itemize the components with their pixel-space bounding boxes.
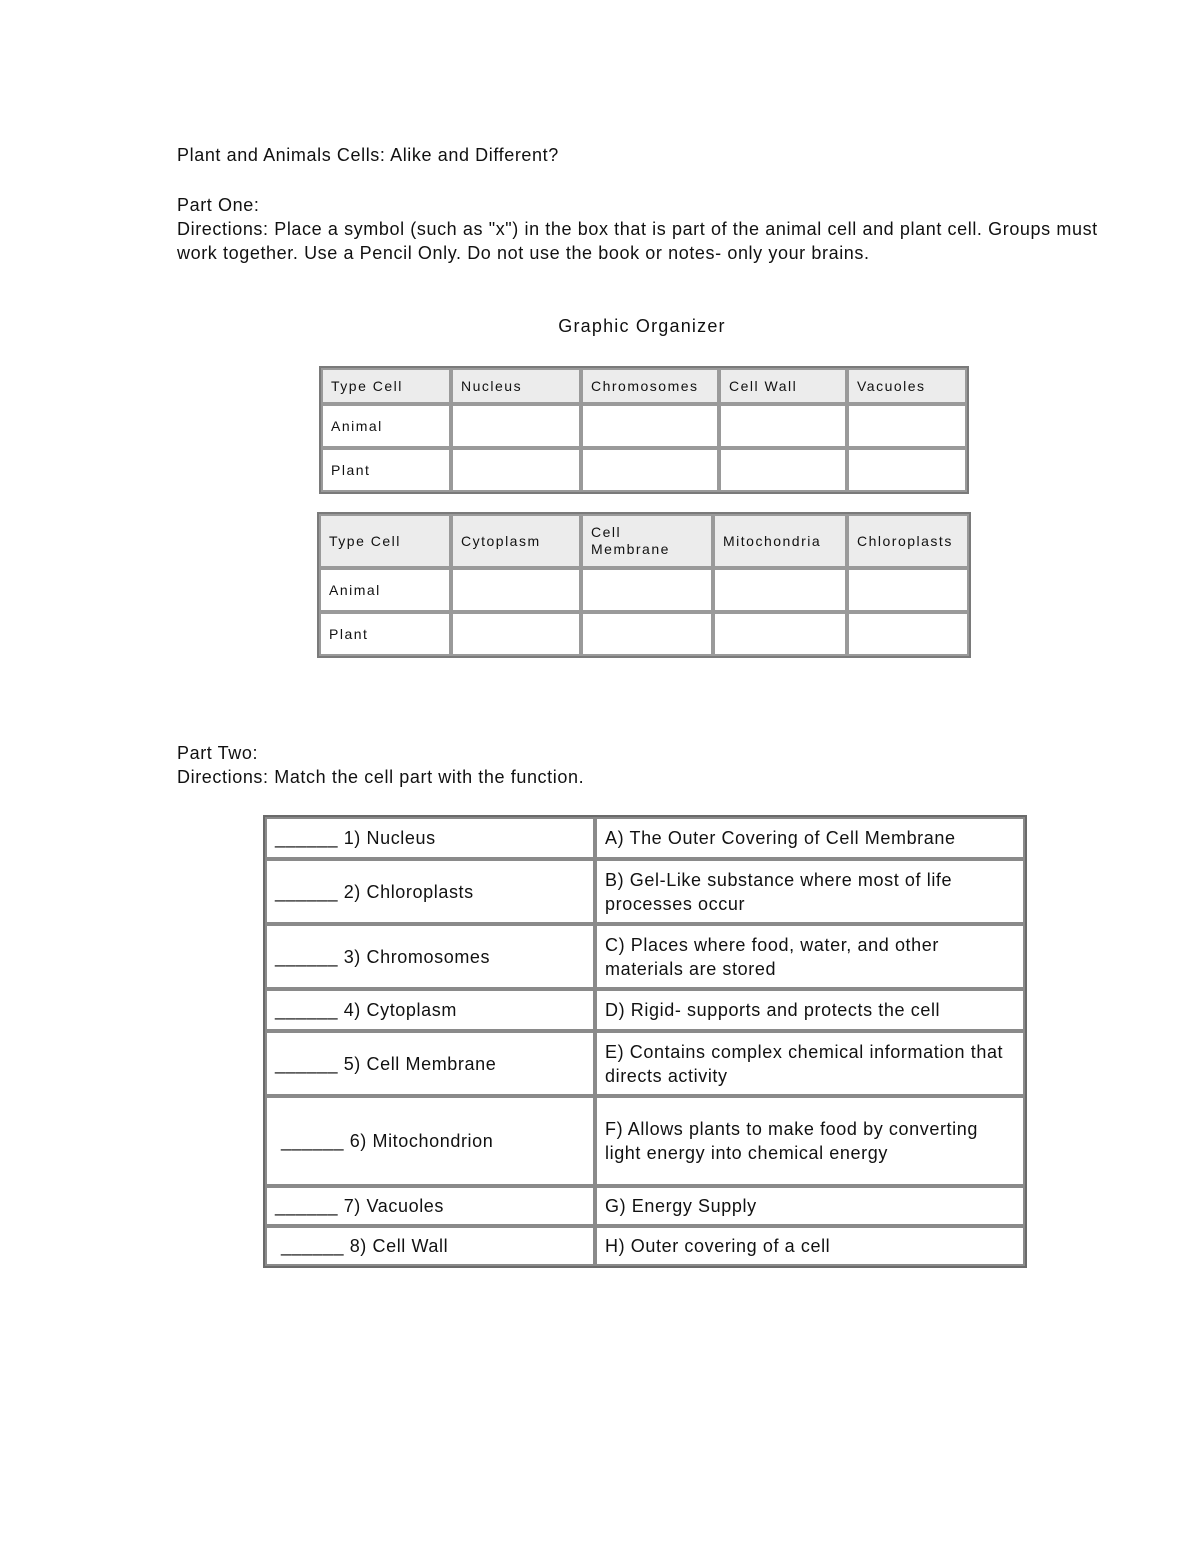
graphic-organizer-title: Graphic Organizer [558, 316, 726, 336]
header-cell: Cytoplasm [451, 514, 581, 568]
function-text: C) Places where food, water, and other materials are stored [595, 924, 1025, 989]
cell-part-label: 6) Mitochondrion [349, 1131, 494, 1151]
function-text: G) Energy Supply [595, 1186, 1025, 1226]
header-cell: Nucleus [451, 368, 581, 404]
table-row [265, 1031, 1025, 1096]
answer-box[interactable] [713, 568, 847, 612]
table-row [265, 859, 1025, 924]
header-cell: Mitochondria [713, 514, 847, 568]
answer-box[interactable] [451, 404, 581, 448]
cell-part-label: 7) Vacuoles [343, 1196, 445, 1216]
cell-part-item[interactable] [265, 1031, 595, 1096]
table-row [319, 612, 969, 656]
answer-box[interactable] [451, 448, 581, 492]
cell-part-item[interactable] [265, 1186, 595, 1226]
answer-box[interactable] [719, 448, 847, 492]
table-row [265, 1186, 1025, 1226]
answer-box[interactable] [451, 568, 581, 612]
table-row [265, 924, 1025, 989]
table-row [321, 448, 967, 492]
table-row [265, 817, 1025, 859]
cell-part-item[interactable] [265, 989, 595, 1031]
answer-box[interactable] [581, 568, 713, 612]
part-one-heading: Part One: [177, 195, 260, 215]
matching-table [263, 815, 1027, 1268]
table-header-row [321, 368, 967, 404]
header-cell: Cell Membrane [581, 514, 713, 568]
answer-blank[interactable]: ______ [281, 1236, 345, 1256]
part-one-directions: Directions: Place a symbol (such as "x") in the box that is part of the animal cell and plant cell. Groups must work together. Use a Pencil Only. Do not use the book or notes- only your brains. [177, 219, 1098, 263]
table-row [265, 989, 1025, 1031]
table-row [265, 1226, 1025, 1266]
cell-part-label: 4) Cytoplasm [343, 1000, 457, 1020]
answer-box[interactable] [847, 404, 967, 448]
header-cell: Chromosomes [581, 368, 719, 404]
part-two-heading: Part Two: [177, 743, 259, 763]
answer-box[interactable] [847, 448, 967, 492]
cell-part-item[interactable] [265, 859, 595, 924]
cell-part-item[interactable] [265, 1096, 595, 1186]
table-header-row [319, 514, 969, 568]
cell-part-item[interactable] [265, 924, 595, 989]
cell-part-item[interactable] [265, 817, 595, 859]
function-text: E) Contains complex chemical information that directs activity [595, 1031, 1025, 1096]
answer-box[interactable] [451, 612, 581, 656]
answer-blank[interactable]: ______ [275, 946, 339, 967]
row-label: Plant [321, 448, 451, 492]
header-cell: Chloroplasts [847, 514, 969, 568]
page-title: Plant and Animals Cells: Alike and Different? [177, 145, 559, 165]
header-cell: Type Cell [321, 368, 451, 404]
answer-box[interactable] [847, 568, 969, 612]
table-row [319, 568, 969, 612]
row-label: Animal [319, 568, 451, 612]
answer-box[interactable] [713, 612, 847, 656]
cell-part-label: 3) Chromosomes [343, 946, 491, 967]
row-label: Plant [319, 612, 451, 656]
row-label: Animal [321, 404, 451, 448]
answer-box[interactable] [581, 612, 713, 656]
answer-box[interactable] [581, 448, 719, 492]
function-text: A) The Outer Covering of Cell Membrane [595, 817, 1025, 859]
organizer-table-2 [317, 512, 971, 658]
cell-part-label: 2) Chloroplasts [343, 881, 474, 902]
answer-box[interactable] [581, 404, 719, 448]
cell-part-label: 8) Cell Wall [349, 1236, 449, 1256]
cell-part-item[interactable] [265, 1226, 595, 1266]
cell-part-label: 1) Nucleus [343, 828, 436, 848]
table-row [321, 404, 967, 448]
answer-box[interactable] [847, 612, 969, 656]
function-text: B) Gel-Like substance where most of life processes occur [595, 859, 1025, 924]
header-cell: Vacuoles [847, 368, 967, 404]
answer-blank[interactable]: ______ [275, 1000, 339, 1020]
answer-box[interactable] [719, 404, 847, 448]
function-text: H) Outer covering of a cell [595, 1226, 1025, 1266]
part-two-directions: Directions: Match the cell part with the function. [177, 767, 585, 787]
organizer-table-1 [319, 366, 969, 494]
cell-part-label: 5) Cell Membrane [343, 1053, 497, 1074]
answer-blank[interactable]: ______ [275, 828, 339, 848]
answer-blank[interactable]: ______ [275, 1053, 339, 1074]
table-row [265, 1096, 1025, 1186]
function-text: D) Rigid- supports and protects the cell [595, 989, 1025, 1031]
answer-blank[interactable]: ______ [275, 881, 339, 902]
header-cell: Type Cell [319, 514, 451, 568]
answer-blank[interactable]: ______ [281, 1131, 345, 1151]
header-cell: Cell Wall [719, 368, 847, 404]
answer-blank[interactable]: ______ [275, 1196, 339, 1216]
function-text: F) Allows plants to make food by converting light energy into chemical energy [595, 1096, 1025, 1186]
